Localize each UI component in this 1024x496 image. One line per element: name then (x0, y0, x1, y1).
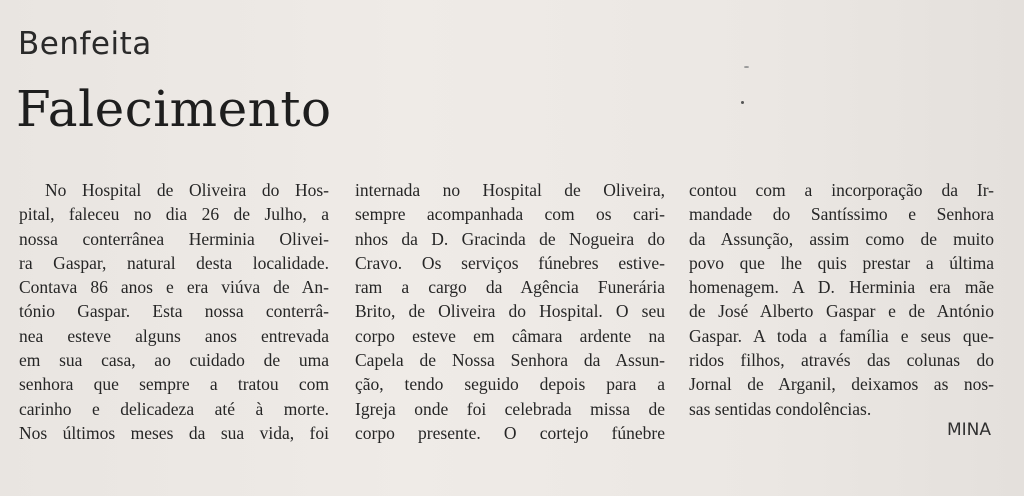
text-line: em sua casa, ao cuidado de uma (19, 350, 329, 371)
text-line: ram a cargo da Agência Funerária (355, 277, 665, 298)
text-line: Nos últimos meses da sua vida, foi (19, 422, 329, 443)
article-column-3 (689, 178, 994, 421)
text-line: Gaspar. A toda a família e seus que- (689, 325, 994, 346)
text-line: Igreja onde foi celebrada missa de (355, 398, 665, 419)
text-line: tónio Gaspar. Esta nossa conterrâ- (19, 301, 329, 322)
text-line: homenagem. A D. Herminia era mãe (689, 277, 994, 298)
article-column-1 (19, 178, 329, 445)
text-line: corpo presente. O cortejo fúnebre (355, 422, 665, 443)
author-signature: MINA (947, 420, 992, 440)
text-line: nhos da D. Gracinda de Nogueira do (355, 228, 665, 249)
text-line: Contava 86 anos e era viúva de An- (19, 277, 329, 298)
text-line: da Assunção, assim como de muito (689, 228, 994, 249)
text-line: internada no Hospital de Oliveira, (355, 180, 665, 200)
text-line: Cravo. Os serviços fúnebres estive- (355, 252, 665, 273)
text-line: contou com a incorporação da Ir- (689, 180, 994, 200)
text-line: senhora que sempre a tratou com (19, 374, 329, 395)
article-column-2 (355, 178, 665, 445)
text-line: pital, faleceu no dia 26 de Julho, a (19, 204, 329, 225)
text-line: ridos filhos, através das colunas do (689, 350, 994, 371)
text-line: corpo esteve em câmara ardente na (355, 325, 665, 346)
text-line: povo que lhe quis prestar a última (689, 252, 994, 273)
text-line: nossa conterrânea Herminia Olivei- (19, 228, 329, 249)
print-speck (744, 66, 749, 68)
print-speck (741, 101, 744, 104)
text-line: sempre acompanhada com os cari- (355, 204, 665, 225)
text-line: de José Alberto Gaspar e de António (689, 301, 994, 322)
article-headline: Falecimento (16, 80, 332, 138)
text-line: sas sentidas condolências. (689, 398, 872, 419)
section-label: Benfeita (18, 26, 152, 62)
text-line: nea esteve alguns anos entrevada (19, 325, 329, 346)
text-line: Brito, de Oliveira do Hospital. O seu (355, 301, 665, 322)
text-line: ra Gaspar, natural desta localidade. (19, 252, 329, 273)
text-line: carinho e delicadeza até à morte. (19, 398, 329, 419)
text-line: mandade do Santíssimo e Senhora (689, 204, 994, 225)
text-line: Capela de Nossa Senhora da Assun- (355, 350, 665, 371)
text-line: ção, tendo seguido depois para a (355, 374, 665, 395)
text-line: Jornal de Arganil, deixamos as nos- (689, 374, 994, 395)
text-line: No Hospital de Oliveira do Hos- (45, 180, 329, 200)
